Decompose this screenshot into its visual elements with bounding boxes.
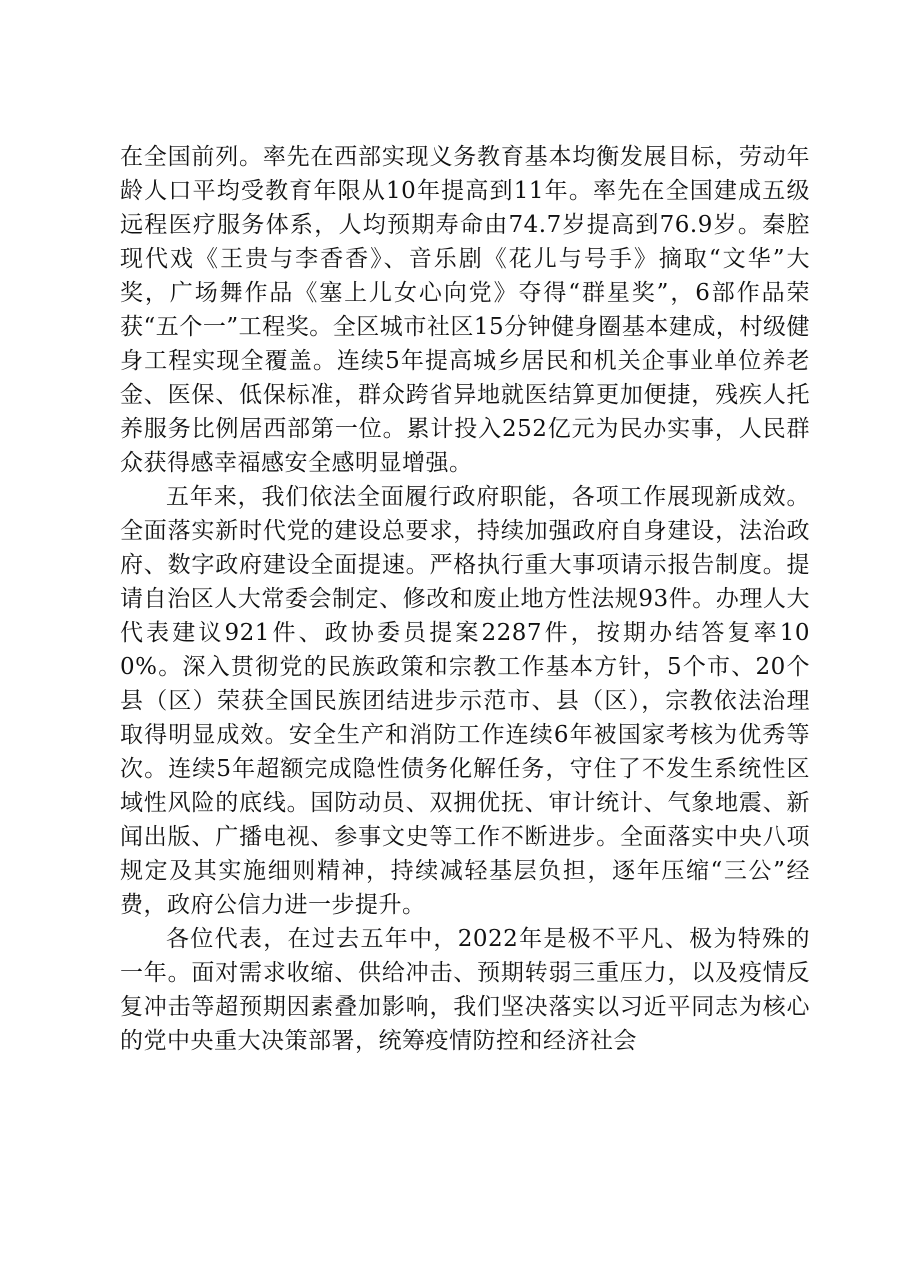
paragraph-2: 五年来，我们依法全面履行政府职能，各项工作展现新成效。全面落实新时代党的建设总要求，持续加强政府自身建设，法治政府、数字政府建设全面提速。严格执行重大事项请示报告制度。提请自治区人大常委会制定、修改和废止地方性法规93件。办理人大代表建议921件、政协委员提案2287件，按期办结答复率100%。深入贯彻党的民族政策和宗教工作基本方针，5个市、20个县（区）荣获全国民族团结进步示范市、县（区），宗教依法治理取得明显成效。安全生产和消防工作连续6年被国家考核为优秀等次。连续5年超额完成隐性债务化解任务，守住了不发生系统性区域性风险的底线。国防动员、双拥优抚、审计统计、气象地震、新闻出版、广播电视、参事文史等工作不断进步。全面落实中央八项规定及其实施细则精神，持续减轻基层负担，逐年压缩“三公”经费，政府公信力进一步提升。 <box>120 484 810 918</box>
paragraph-1: 在全国前列。率先在西部实现义务教育基本均衡发展目标，劳动年龄人口平均受教育年限从10年提高到11年。率先在全国建成五级远程医疗服务体系，人均预期寿命由74.7岁提高到76.9岁。秦腔现代戏《王贵与李香香》、音乐剧《花儿与号手》摘取“文华”大奖，广场舞作品《塞上儿女心向党》夺得“群星奖”，6部作品荣获“五个一”工程奖。全区城市社区15分钟健身圈基本建成，村级健身工程实现全覆盖。连续5年提高城乡居民和机关企事业单位养老金、医保、低保标准，群众跨省异地就医结算更加便捷，残疾人托养服务比例居西部第一位。累计投入252亿元为民办实事，人民群众获得感幸福感安全感明显增强。 <box>120 144 810 476</box>
document-page <box>120 140 810 1058</box>
paragraph-3: 各位代表，在过去五年中，2022年是极不平凡、极为特殊的一年。面对需求收缩、供给冲击、预期转弱三重压力，以及疫情反复冲击等超预期因素叠加影响，我们坚决落实以习近平同志为核心的党中央重大决策部署，统筹疫情防控和经济社会 <box>120 926 810 1054</box>
